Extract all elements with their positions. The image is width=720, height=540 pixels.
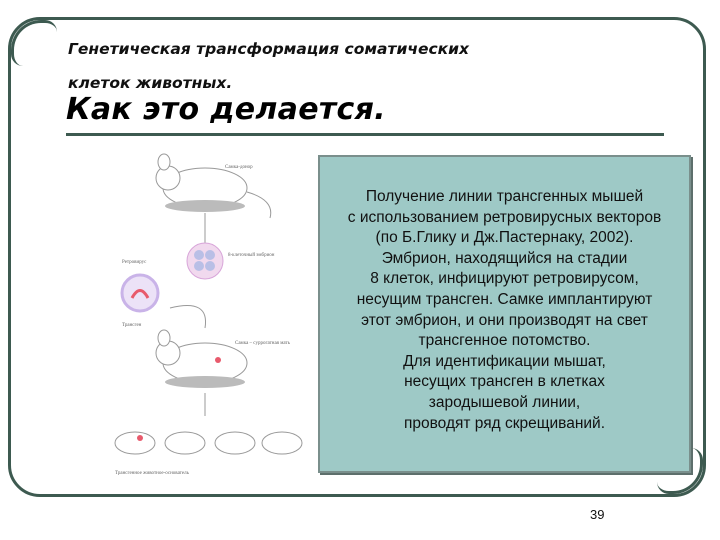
description-line: 8 клеток, инфицируют ретровирусом, <box>370 270 639 288</box>
description-line: несущим трансген. Самке имплантируют <box>356 290 653 308</box>
label-retrovirus: Ретровирус <box>122 260 147 265</box>
slide-title: Как это делается. <box>66 92 386 127</box>
slide-subtitle <box>68 32 628 100</box>
title-underline <box>66 133 664 136</box>
frame-corner-top-left <box>11 20 57 66</box>
label-surrogate: Самка – суррогатная мать <box>235 341 290 346</box>
retrovirus-illustration <box>122 275 158 311</box>
description-line: с использованием ретровирусных векторов <box>347 208 662 226</box>
description-line: Для идентификации мышат, <box>403 352 606 370</box>
label-embryo: 8-клеточный эмбрион <box>228 253 275 258</box>
description-line: этот эмбрион, и они производят на свет <box>361 311 648 329</box>
donor-mouse-illustration <box>156 154 271 218</box>
surrogate-mouse-illustration <box>156 330 247 388</box>
transgenic-mouse-diagram <box>110 148 310 488</box>
label-transgene: Трансген <box>122 323 142 328</box>
description-box <box>318 155 691 473</box>
subtitle-line: Генетическая трансформация соматических <box>68 40 470 58</box>
description-line: проводят ряд скрещиваний. <box>403 414 606 432</box>
offspring-illustration <box>115 432 302 454</box>
description-line: Получение линии трансгенных мышей <box>365 188 644 205</box>
label-female-donor: Самка-донор <box>225 165 253 170</box>
subtitle-line: клеток животных. <box>68 74 233 92</box>
description-line: зародышевой линии, <box>428 393 581 411</box>
description-line: трансгенное потомство. <box>418 332 591 350</box>
embryo-illustration <box>187 243 223 279</box>
description-line: (по Б.Глику и Дж.Пастернаку, 2002). <box>375 229 634 247</box>
arrow-2 <box>170 306 206 329</box>
label-offspring: Трансгенное животное-основатель <box>115 471 189 476</box>
description-line: Эмбрион, находящийся на стадии <box>381 249 628 267</box>
description-line: несущих трансген в клетках <box>404 373 605 391</box>
page-number: 39 <box>590 507 605 522</box>
